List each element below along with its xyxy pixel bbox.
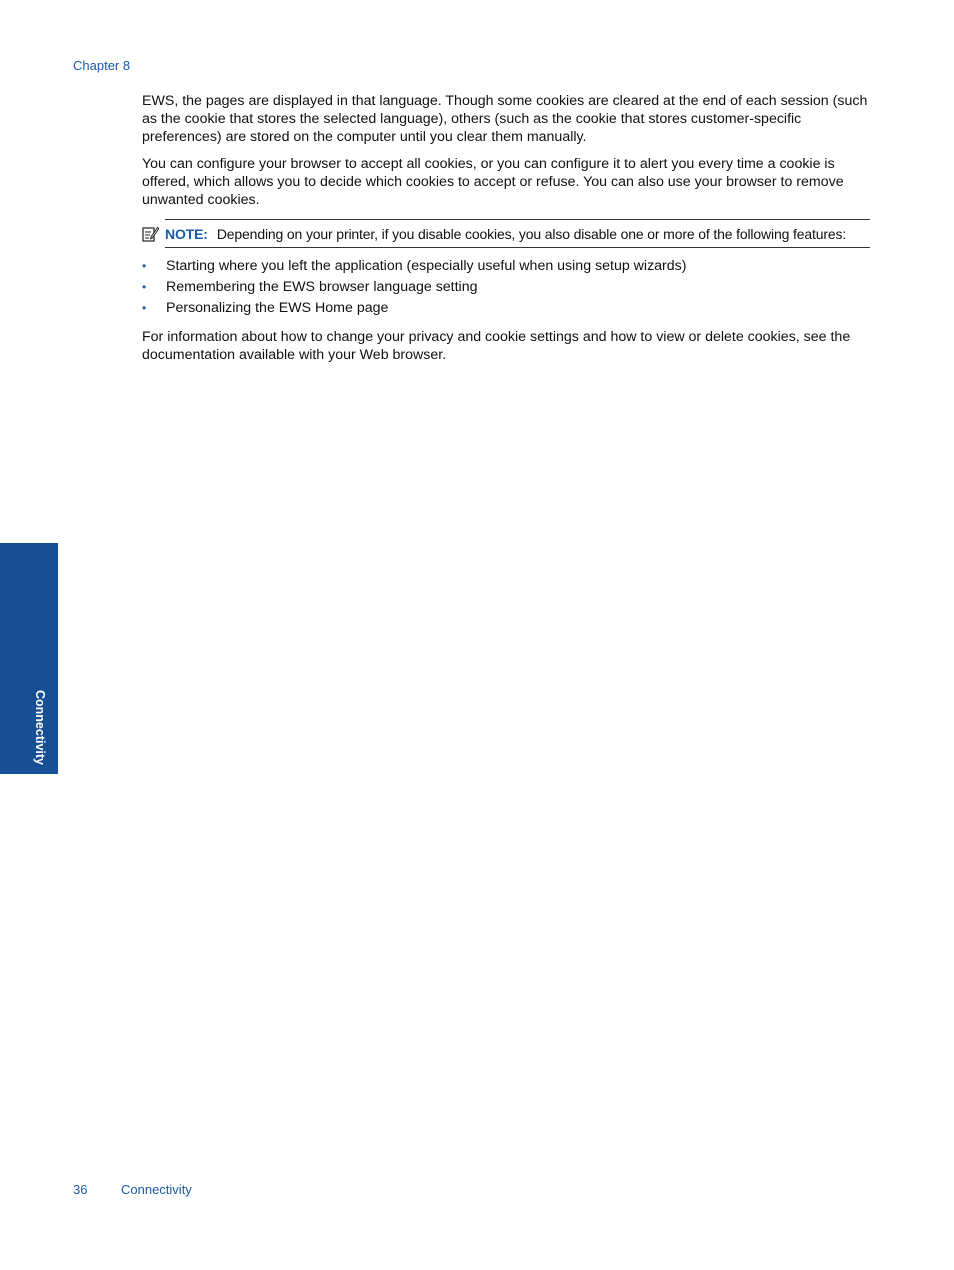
bullet-mark: • (142, 259, 147, 273)
note-block (142, 219, 870, 248)
note-text (165, 219, 870, 248)
bullet-mark: • (142, 301, 147, 315)
note-body: Depending on your printer, if you disable cookies, you also disable one or more of the following features: (216, 226, 847, 242)
list-item-text: Starting where you left the application (especially useful when using setup wizards) (166, 258, 687, 274)
footer-page-number: 36 (73, 1182, 88, 1197)
list-item (142, 256, 870, 277)
list-item (142, 277, 870, 298)
side-tab-label: Connectivity (33, 690, 47, 766)
bullet-mark: • (142, 280, 147, 294)
list-item (142, 298, 870, 319)
feature-list (142, 256, 870, 319)
list-item-text: Remembering the EWS browser language setting (166, 279, 478, 295)
note-pencil-icon (142, 225, 159, 242)
list-item-text: Personalizing the EWS Home page (166, 300, 389, 316)
paragraph-closing: For information about how to change your privacy and cookie settings and how to view or delete cookies, see the documentation available with your Web browser. (142, 329, 851, 363)
paragraph: You can configure your browser to accept all cookies, or you can configure it to alert you every time a cookie is offered, which allows you to decide which cookies to accept or refuse. You can also use your browser to remove unwanted cookies. (142, 156, 844, 208)
side-tab (0, 543, 58, 774)
running-header-chapter: Chapter 8 (73, 58, 131, 73)
footer-section: Connectivity (121, 1182, 192, 1197)
page-content (142, 92, 870, 373)
note-label: NOTE: (165, 226, 208, 242)
paragraph: EWS, the pages are displayed in that language. Though some cookies are cleared at the end of each session (such as the cookie that stores the selected language), others (such as the cookie that stores customer-specific preferences) are stored on the computer until you clear them manually. (142, 93, 868, 145)
